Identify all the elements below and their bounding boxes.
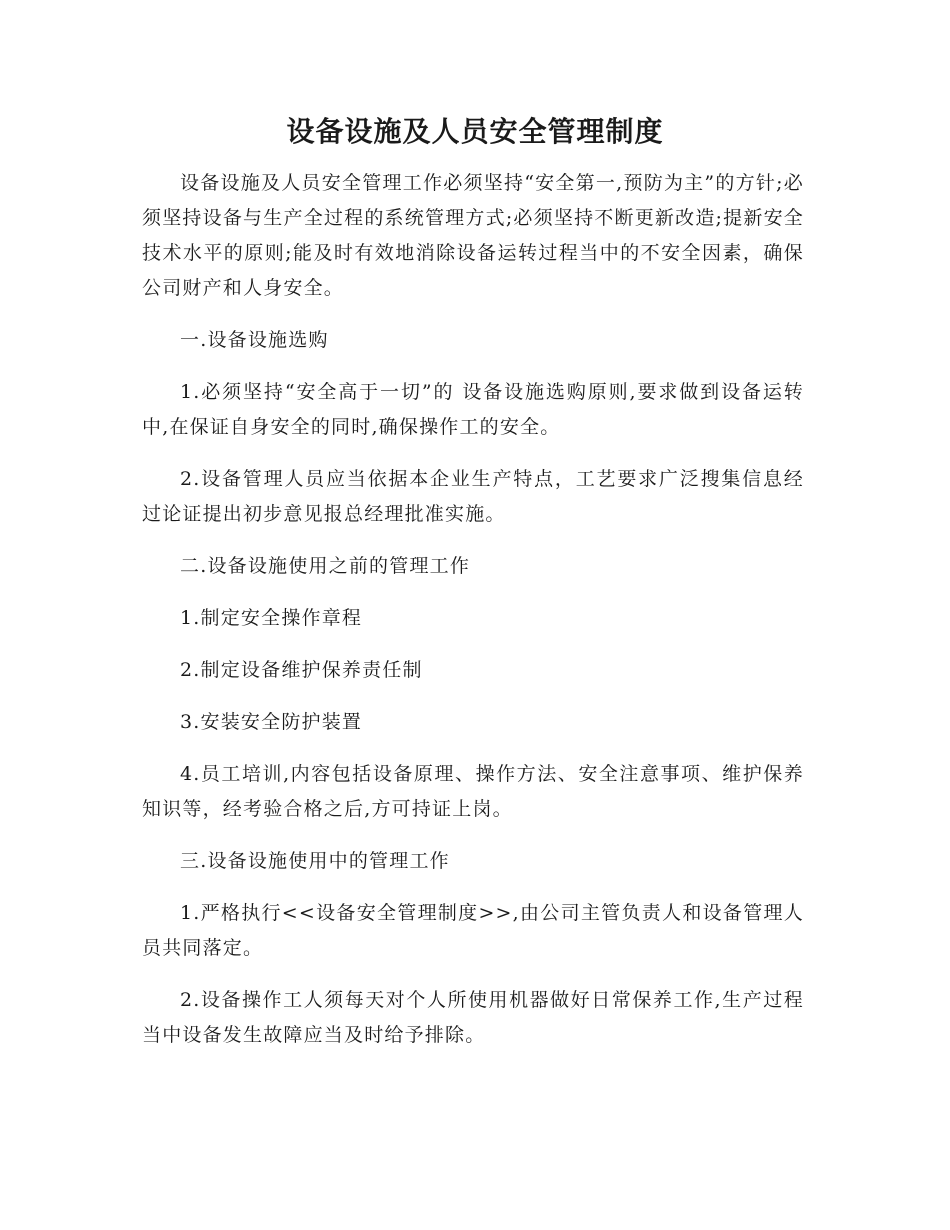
section-2-item-1: 1.制定安全操作章程 [180,607,363,629]
section-1-item-1: 1.必须坚持“安全高于一切”的 设备设施选购原则,要求做到设备运转中,在保证自身安全的同时,确保操作工的安全。 [142,381,804,438]
section-2-item-2: 2.制定设备维护保养责任制 [180,659,423,681]
section-heading-2: 二.设备设施使用之前的管理工作 [180,555,471,577]
document-title: 设备设施及人员安全管理制度 [286,115,664,148]
section-1-item-2: 2.设备管理人员应当依据本企业生产特点，工艺要求广泛搜集信息经过论证提出初步意见报总经理批准实施。 [142,468,804,525]
section-2-item-3: 3.安装安全防护装置 [180,711,363,733]
section-2-item-4: 4.员工培训,内容包括设备原理、操作方法、安全注意事项、维护保养知识等，经考验合格之后,方可持证上岗。 [142,763,804,820]
section-3-item-1: 1.严格执行<<设备安全管理制度>>,由公司主管负责人和设备管理人员共同落定。 [142,902,804,959]
document-body [142,166,804,1070]
section-3-item-2: 2.设备操作工人须每天对个人所使用机器做好日常保养工作,生产过程当中设备发生故障应当及时给予排除。 [142,989,804,1046]
section-heading-3: 三.设备设施使用中的管理工作 [180,850,450,872]
intro-paragraph: 设备设施及人员安全管理工作必须坚持“安全第一,预防为主”的方针;必须坚持设备与生产全过程的系统管理方式;必须坚持不断更新改造;提新安全技术水平的原则;能及时有效地消除设备运转过程当中的不安全因素，确保公司财产和人身安全。 [142,172,804,299]
section-heading-1: 一.设备设施选购 [180,329,329,351]
